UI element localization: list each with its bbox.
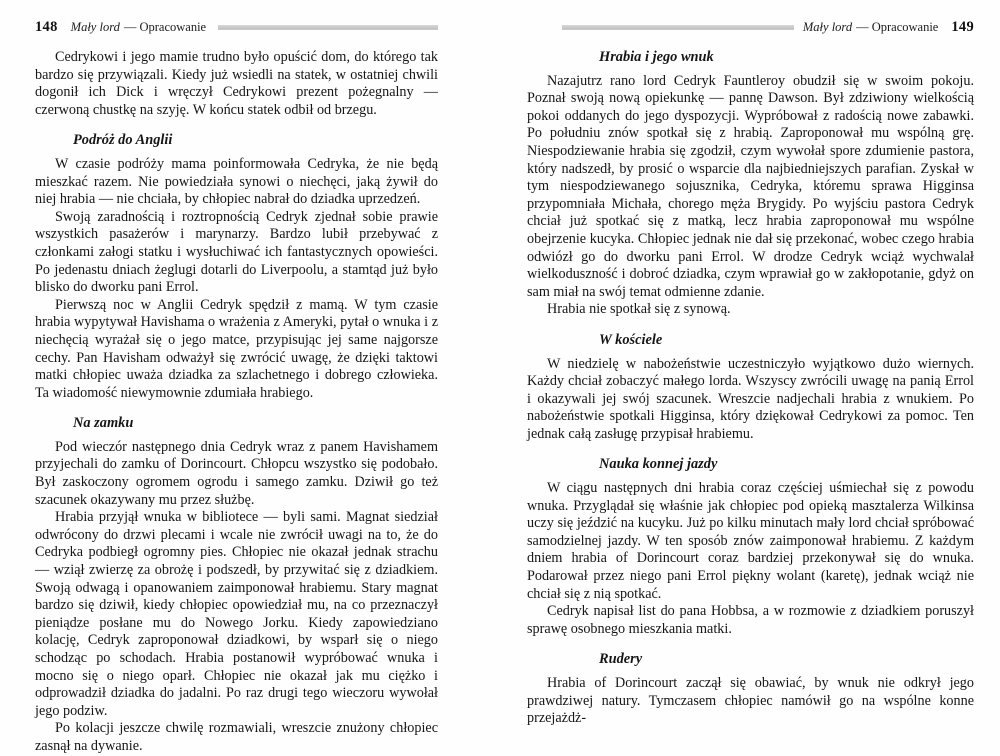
header-rule-left — [218, 25, 438, 30]
right-page-body — [527, 49, 974, 728]
running-title-suffix: — Opracowanie — [856, 20, 939, 34]
section-heading: Rudery — [599, 651, 643, 668]
section-heading: Nauka konnej jazdy — [599, 456, 718, 473]
right-page — [527, 19, 974, 728]
header-rule-right — [562, 25, 794, 30]
left-page-body — [35, 49, 438, 756]
body-paragraph: Cedrykowi i jego mamie trudno było opuścić dom, do którego tak bardzo się przywiązali. Kiedy już wsiedli na statek, w ostatniej chwili dogonił ich Dick i wręczył Cedrykowi prezent pożegnalny — czerwoną chustkę na szyję. W końcu statek odbił od brzegu. — [35, 49, 438, 118]
section-heading: W kościele — [599, 331, 663, 348]
left-page-header — [35, 19, 438, 36]
page-number-left: 148 — [35, 19, 58, 35]
body-paragraph: Nazajutrz rano lord Cedryk Fauntleroy obudził się w swoim pokoju. Poznał swoją nową opiekunkę — pannę Dawson. Był zdziwiony wielkością pokoi oddanych do jego dyspozycji. Wypróbował z radością nowe zabawki. Po południu znów spotkał się z hrabią. Zaproponował mu wspólną grę. Niespodziewanie hrabia się zgodził, czym wywołał spore zdumienie pastora, który nadszedł, by prosić o wsparcie dla najbiedniejszych parafian. Zyskał w tym niespodziewanego sojusznika, Cedryka, któremu sprawa Higginsa przypomniała Michała, chorego męża Brygidy. Po wyjściu pastora Cedryk chciał już spotkać się z matką, lecz hrabia zaproponował mu wspólne obejrzenie kucyka. Chłopiec jednak nie dał się przekonać, wobec czego hrabia odwiózł go do dworku pani Errol. W drodze Cedryk wciąż wychwalał wielkoduszność i dobroć dziadka, czym wprawiał go w zakłopotanie, gdyż on sam miał na swój temat odmienne zdanie. — [527, 72, 974, 300]
running-title-suffix: — Opracowanie — [123, 20, 207, 34]
body-paragraph: Hrabia of Dorincourt zaczął się obawiać, by wnuk nie odkrył jego prawdziwej natury. Tymczasem chłopiec namówił go na wspólne konne przejażdż- — [527, 675, 974, 727]
page-number-right: 149 — [951, 19, 974, 35]
body-paragraph: Po kolacji jeszcze chwilę rozmawiali, wreszcie znużony chłopiec zasnął na dywanie. — [35, 720, 438, 754]
section-heading: Na zamku — [73, 415, 134, 432]
body-paragraph: Pod wieczór następnego dnia Cedryk wraz z panem Havishamem przyjechali do zamku of Dorincourt. Chłopcu wszystko się podobało. Był zaskoczony ogromem ogrodu i samego zamku. Dziwił go też szacunek okazywany mu przez służbę. — [35, 438, 438, 508]
right-page-header — [527, 19, 974, 36]
body-paragraph: Hrabia przyjął wnuka w bibliotece — byli sami. Magnat siedział odwrócony do drzwi plecami i wcale nie zwrócił uwagi na to, że do Cedryka podbiegł ogromny pies. Chłopiec nie okazał jednak strachu — wziął zwierzę za obrożę i podszedł, by przywitać się z dziadkiem. Swoją odwagą i opanowaniem zaimponował hrabiemu. Stary magnat bardzo się dziwił, kiedy chłopiec opowiedział mu, na co przeznaczył pieniądze posłane mu do Nowego Jorku. Kiedy zapowiedziano kolację, Cedryk zaproponował dziadkowi, by wsparł się o niego schodząc po schodach. Hrabia postanowił wypróbować wnuka i mocno się o niego oparł. Chłopiec nie okazał jak mu ciężko i odprowadził dziadka do jadalni. Po raz drugi tego wieczoru wywołał jego podziw. — [35, 509, 438, 719]
running-title-left — [71, 20, 206, 35]
section-heading: Podróż do Anglii — [73, 132, 173, 149]
body-paragraph: W czasie podróży mama poinformowała Cedryka, że nie będą mieszkać razem. Nie powiedziała synowi o niechęci, jaką żywił do niej hrabia — nie chciała, by chłopiec nabrał do dziadka uprzedzeń. — [35, 155, 438, 208]
running-title-right — [803, 20, 938, 35]
section-heading: Hrabia i jego wnuk — [599, 49, 714, 65]
running-title-book: Mały lord — [70, 20, 120, 34]
body-paragraph: Swoją zaradnością i roztropnością Cedryk zjednał sobie prawie wszystkich pasażerów i marynarzy. Bardzo lubił przebywać z członkami załogi statku i wysłuchiwać ich fantastycznych opowieści. Po jedenastu dniach żeglugi dotarli do Liverpoolu, a stamtąd już było blisko do dworku pani Errol. — [35, 208, 438, 296]
running-title-book: Mały lord — [802, 20, 853, 34]
body-paragraph: W niedzielę w nabożeństwie uczestniczyło wyjątkowo dużo wiernych. Każdy chciał zobaczyć małego lorda. Wszyscy zwrócili uwagę na panią Errol i okazywali jej swój szacunek. Wreszcie nadjechali hrabia z wnukiem. Po nabożeństwie spotkali Higginsa, który dziękował Cedrykowi za pomoc. Ten jednak całą zasługę przypisał hrabiemu. — [527, 355, 974, 442]
body-paragraph: Hrabia nie spotkał się z synową. — [547, 301, 731, 318]
body-paragraph: Pierwszą noc w Anglii Cedryk spędził z mamą. W tym czasie hrabia wypytywał Havishama o wrażenia z Ameryki, pytał o wnuka i z niechęcią wyrażał się o jego matce, przypisując jej same najgorsze cechy. Pan Havisham odważył się zwrócić uwagę, że dzięki taktowi matki chłopiec uważa dziadka za szlachetnego i dobrego człowieka. Ta wiadomość niewymownie zdumiała hrabiego. — [35, 296, 438, 401]
body-paragraph: Cedryk napisał list do pana Hobbsa, a w rozmowie z dziadkiem poruszył sprawę osobnego mieszkania matki. — [527, 603, 974, 637]
body-paragraph: W ciągu następnych dni hrabia coraz częściej uśmiechał się z powodu wnuka. Przyglądał się właśnie jak chłopiec pod opieką masztalerza Wilkinsa uczy się jeździć na kucyku. Już po kilku minutach mały lord chciał spróbować samodzielnej jazdy. W ten sposób znów zaimponował hrabiemu. Z każdym dniem hrabia of Dorincourt coraz bardziej przekonywał się do wnuka. Podarował przez niego pani Errol piękny wolant (karetę), jednak wciąż nie chciał się z nią spotkać. — [527, 480, 974, 602]
left-page — [35, 19, 438, 756]
